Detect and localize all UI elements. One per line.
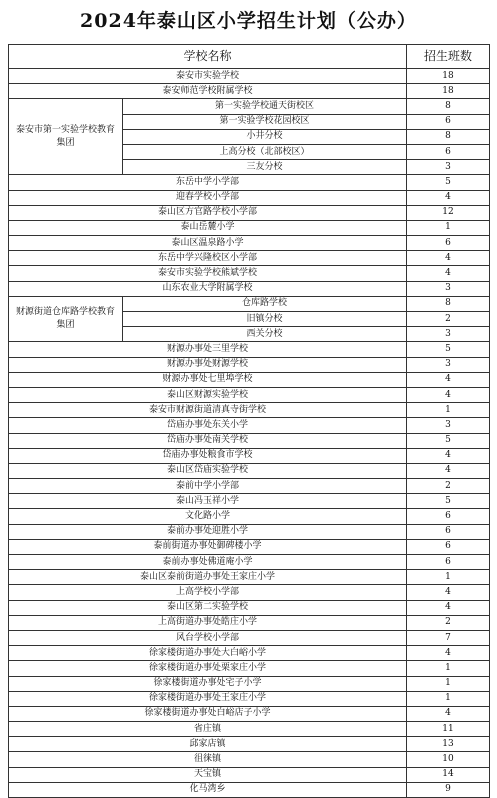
- table-row: [9, 372, 490, 387]
- class-count-cell: 7: [407, 630, 490, 645]
- school-name-cell: 第一实验学校通天街校区: [123, 99, 407, 114]
- table-row: [9, 296, 490, 311]
- class-count-cell: 4: [407, 372, 490, 387]
- table-row: [9, 281, 490, 296]
- school-name-cell: 泰山区泰前街道办事处王家庄小学: [9, 570, 407, 585]
- school-name-cell: 东岳中学小学部: [9, 175, 407, 190]
- group-name-cell: 泰安市第一实验学校教育集团: [9, 99, 123, 175]
- class-count-cell: 3: [407, 418, 490, 433]
- class-count-cell: 6: [407, 539, 490, 554]
- class-count-cell: 18: [407, 69, 490, 84]
- table-row: [9, 463, 490, 478]
- class-count-cell: 3: [407, 281, 490, 296]
- school-name-cell: 三友分校: [123, 160, 407, 175]
- class-count-cell: 5: [407, 342, 490, 357]
- enrollment-table: [8, 44, 490, 798]
- school-name-cell: 第一实验学校花园校区: [123, 114, 407, 129]
- class-count-cell: 3: [407, 160, 490, 175]
- class-count-cell: 6: [407, 524, 490, 539]
- class-count-cell: 11: [407, 722, 490, 737]
- school-name-cell: 泰前中学小学部: [9, 479, 407, 494]
- school-name-cell: 上高分校（北部校区）: [123, 144, 407, 159]
- table-row: [9, 448, 490, 463]
- class-count-cell: 8: [407, 129, 490, 144]
- table-row: [9, 236, 490, 251]
- school-name-cell: 泰安师范学校附属学校: [9, 84, 407, 99]
- table-row: [9, 585, 490, 600]
- class-count-cell: 5: [407, 433, 490, 448]
- table-row: [9, 251, 490, 266]
- school-name-cell: 山东农业大学附属学校: [9, 281, 407, 296]
- class-count-cell: 1: [407, 570, 490, 585]
- school-name-cell: 上高街道办事处皓庄小学: [9, 615, 407, 630]
- school-name-cell: 徂徕镇: [9, 752, 407, 767]
- table-row: [9, 691, 490, 706]
- school-name-cell: 东岳中学兴隆校区小学部: [9, 251, 407, 266]
- class-count-cell: 4: [407, 646, 490, 661]
- class-count-cell: 6: [407, 236, 490, 251]
- school-name-cell: 岱庙办事处东关小学: [9, 418, 407, 433]
- school-name-cell: 泰安市实验学校熊斌学校: [9, 266, 407, 281]
- table-row: [9, 524, 490, 539]
- class-count-cell: 4: [407, 266, 490, 281]
- table-row: [9, 266, 490, 281]
- header-class-count: 招生班数: [407, 45, 490, 69]
- table-row: [9, 403, 490, 418]
- school-name-cell: 天宝镇: [9, 767, 407, 782]
- table-row: [9, 357, 490, 372]
- class-count-cell: 5: [407, 175, 490, 190]
- class-count-cell: 1: [407, 403, 490, 418]
- class-count-cell: 4: [407, 706, 490, 721]
- class-count-cell: 5: [407, 494, 490, 509]
- class-count-cell: 4: [407, 387, 490, 402]
- school-name-cell: 徐家楼街道办事处王家庄小学: [9, 691, 407, 706]
- class-count-cell: 10: [407, 752, 490, 767]
- class-count-cell: 6: [407, 114, 490, 129]
- table-row: [9, 433, 490, 448]
- header-school-name: 学校名称: [9, 45, 407, 69]
- school-name-cell: 小井分校: [123, 129, 407, 144]
- class-count-cell: 8: [407, 99, 490, 114]
- school-name-cell: 旧镇分校: [123, 312, 407, 327]
- school-name-cell: 泰山岳麓小学: [9, 220, 407, 235]
- class-count-cell: 1: [407, 676, 490, 691]
- class-count-cell: 3: [407, 357, 490, 372]
- table-row: [9, 479, 490, 494]
- table-row: [9, 600, 490, 615]
- school-name-cell: 省庄镇: [9, 722, 407, 737]
- school-name-cell: 财源办事处财源学校: [9, 357, 407, 372]
- table-row: [9, 509, 490, 524]
- table-row: [9, 782, 490, 797]
- class-count-cell: 1: [407, 661, 490, 676]
- school-name-cell: 化马湾乡: [9, 782, 407, 797]
- school-name-cell: 仓库路学校: [123, 296, 407, 311]
- table-row: [9, 84, 490, 99]
- school-name-cell: 上高学校小学部: [9, 585, 407, 600]
- table-row: [9, 661, 490, 676]
- class-count-cell: 18: [407, 84, 490, 99]
- table-row: [9, 630, 490, 645]
- class-count-cell: 9: [407, 782, 490, 797]
- class-count-cell: 2: [407, 312, 490, 327]
- school-name-cell: 泰前办事处佛道庵小学: [9, 555, 407, 570]
- school-name-cell: 邱家店镇: [9, 737, 407, 752]
- school-name-cell: 徐家楼街道办事处栗家庄小学: [9, 661, 407, 676]
- school-name-cell: 泰山区第二实验学校: [9, 600, 407, 615]
- class-count-cell: 8: [407, 296, 490, 311]
- class-count-cell: 4: [407, 448, 490, 463]
- table-row: [9, 69, 490, 84]
- table-row: [9, 706, 490, 721]
- table-row: [9, 387, 490, 402]
- school-name-cell: 文化路小学: [9, 509, 407, 524]
- group-name-cell: 财源街道仓库路学校教育集团: [9, 296, 123, 342]
- table-row: [9, 737, 490, 752]
- table-row: [9, 205, 490, 220]
- class-count-cell: 12: [407, 205, 490, 220]
- school-name-cell: 风台学校小学部: [9, 630, 407, 645]
- class-count-cell: 2: [407, 479, 490, 494]
- table-row: [9, 539, 490, 554]
- class-count-cell: 3: [407, 327, 490, 342]
- school-name-cell: 徐家楼街道办事处宅子小学: [9, 676, 407, 691]
- school-name-cell: 泰山区岱庙实验学校: [9, 463, 407, 478]
- school-name-cell: 泰安市财源街道清真寺街学校: [9, 403, 407, 418]
- table-row: [9, 190, 490, 205]
- school-name-cell: 泰山冯玉祥小学: [9, 494, 407, 509]
- table-row: [9, 676, 490, 691]
- school-name-cell: 财源办事处七里埠学校: [9, 372, 407, 387]
- table-row: [9, 555, 490, 570]
- class-count-cell: 13: [407, 737, 490, 752]
- class-count-cell: 4: [407, 251, 490, 266]
- table-header-row: [9, 45, 490, 69]
- school-name-cell: 泰山区财源实验学校: [9, 387, 407, 402]
- class-count-cell: 4: [407, 600, 490, 615]
- table-body: [9, 69, 490, 798]
- school-name-cell: 徐家楼街道办事处大白峪小学: [9, 646, 407, 661]
- school-name-cell: 泰山区方官路学校小学部: [9, 205, 407, 220]
- table-row: [9, 175, 490, 190]
- class-count-cell: 4: [407, 190, 490, 205]
- table-row: [9, 646, 490, 661]
- table-row: [9, 615, 490, 630]
- table-row: [9, 99, 490, 114]
- class-count-cell: 6: [407, 509, 490, 524]
- school-name-cell: 泰安市实验学校: [9, 69, 407, 84]
- school-name-cell: 泰前办事处迎胜小学: [9, 524, 407, 539]
- class-count-cell: 14: [407, 767, 490, 782]
- class-count-cell: 4: [407, 585, 490, 600]
- table-row: [9, 767, 490, 782]
- class-count-cell: 6: [407, 144, 490, 159]
- table-row: [9, 494, 490, 509]
- school-name-cell: 岱庙办事处南关学校: [9, 433, 407, 448]
- class-count-cell: 4: [407, 463, 490, 478]
- table-row: [9, 722, 490, 737]
- school-name-cell: 西关分校: [123, 327, 407, 342]
- school-name-cell: 泰前街道办事处御碑楼小学: [9, 539, 407, 554]
- table-row: [9, 752, 490, 767]
- school-name-cell: 岱庙办事处粮食市学校: [9, 448, 407, 463]
- table-row: [9, 220, 490, 235]
- school-name-cell: 迎春学校小学部: [9, 190, 407, 205]
- class-count-cell: 1: [407, 691, 490, 706]
- class-count-cell: 1: [407, 220, 490, 235]
- school-name-cell: 财源办事处三里学校: [9, 342, 407, 357]
- page-title: 2024年泰山区小学招生计划（公办）: [80, 10, 417, 32]
- class-count-cell: 2: [407, 615, 490, 630]
- table-row: [9, 570, 490, 585]
- table-row: [9, 418, 490, 433]
- school-name-cell: 泰山区温泉路小学: [9, 236, 407, 251]
- school-name-cell: 徐家楼街道办事处白峪店子小学: [9, 706, 407, 721]
- class-count-cell: 6: [407, 555, 490, 570]
- table-row: [9, 342, 490, 357]
